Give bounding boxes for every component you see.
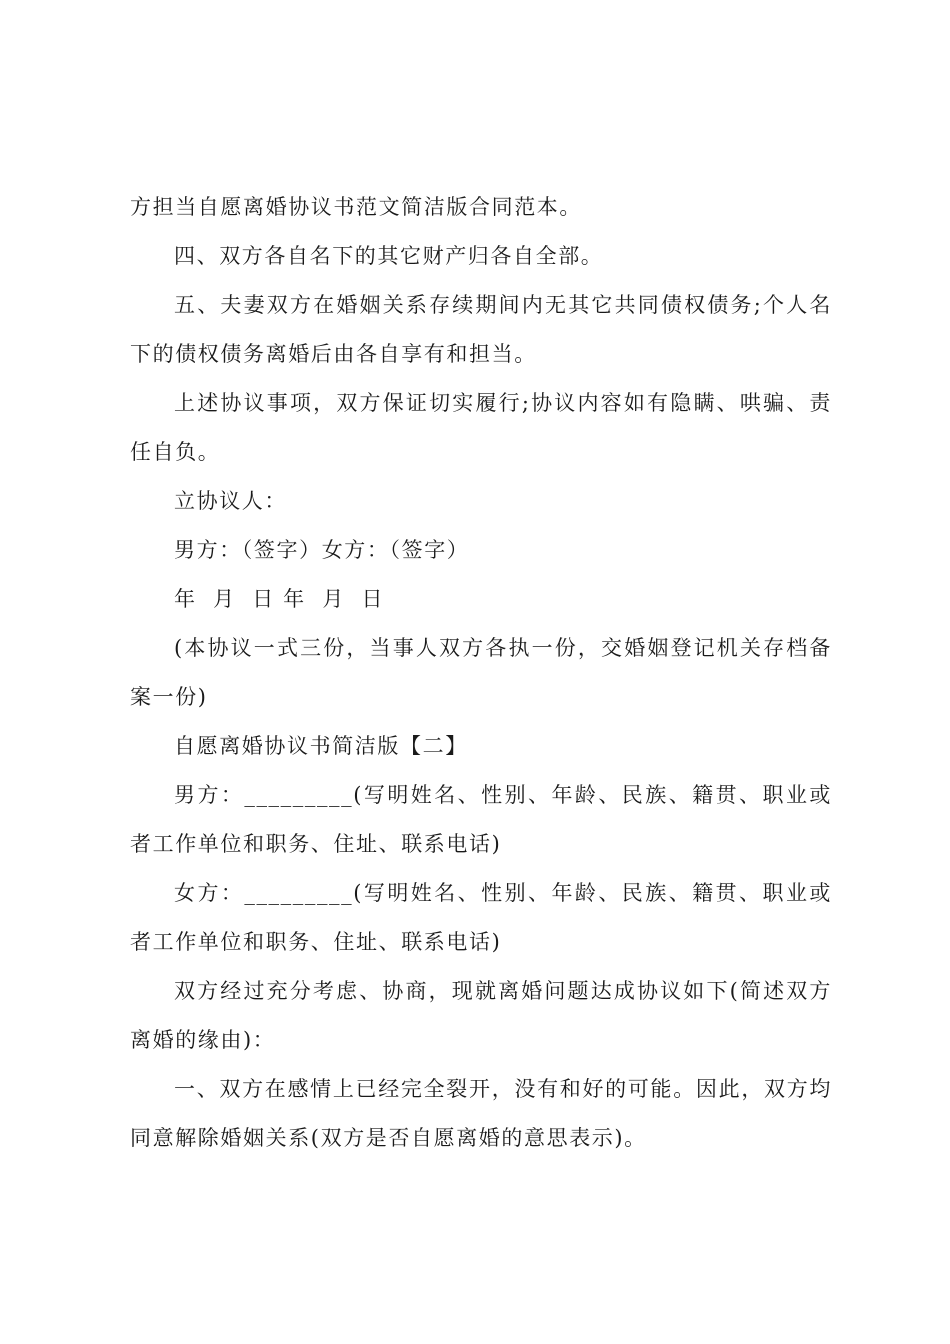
paragraph-dates: 年 月 日 年 月 日 [174,587,385,611]
paragraph-signatories-label: 立协议人： [174,489,287,513]
paragraph-continuation: 方担当自愿离婚协议书范文简洁版合同范本。 [130,195,582,219]
paragraph-agreement-intro: 双方经过充分考虑、协商，现就离婚问题达成协议如下(简述双方离婚的缘由)： [130,979,832,1052]
paragraph-clause-5: 五、夫妻双方在婚姻关系存续期间内无其它共同债权债务;个人名下的债权债务离婚后由各自享有和担当。 [130,293,832,366]
paragraph-signatures: 男方：（签字）女方：（签字） [174,538,470,562]
paragraph-commitment: 上述协议事项，双方保证切实履行;协议内容如有隐瞒、哄骗、责任自负。 [130,391,832,464]
document-body [130,183,832,1163]
paragraph-clause-1: 一、双方在感情上已经完全裂开，没有和好的可能。因此，双方均同意解除婚姻关系(双方是否自愿离婚的意思表示)。 [130,1077,832,1150]
paragraph-female-party: 女方：_________(写明姓名、性别、年龄、民族、籍贯、职业或者工作单位和职务、住址、联系电话) [130,881,832,954]
paragraph-male-party: 男方：_________(写明姓名、性别、年龄、民族、籍贯、职业或者工作单位和职务、住址、联系电话) [130,783,832,856]
paragraph-copies-note: (本协议一式三份，当事人双方各执一份，交婚姻登记机关存档备案一份) [130,636,832,709]
paragraph-clause-4: 四、双方各自名下的其它财产归各自全部。 [174,244,604,268]
section-heading: 自愿离婚协议书简洁版【二】 [174,734,468,758]
